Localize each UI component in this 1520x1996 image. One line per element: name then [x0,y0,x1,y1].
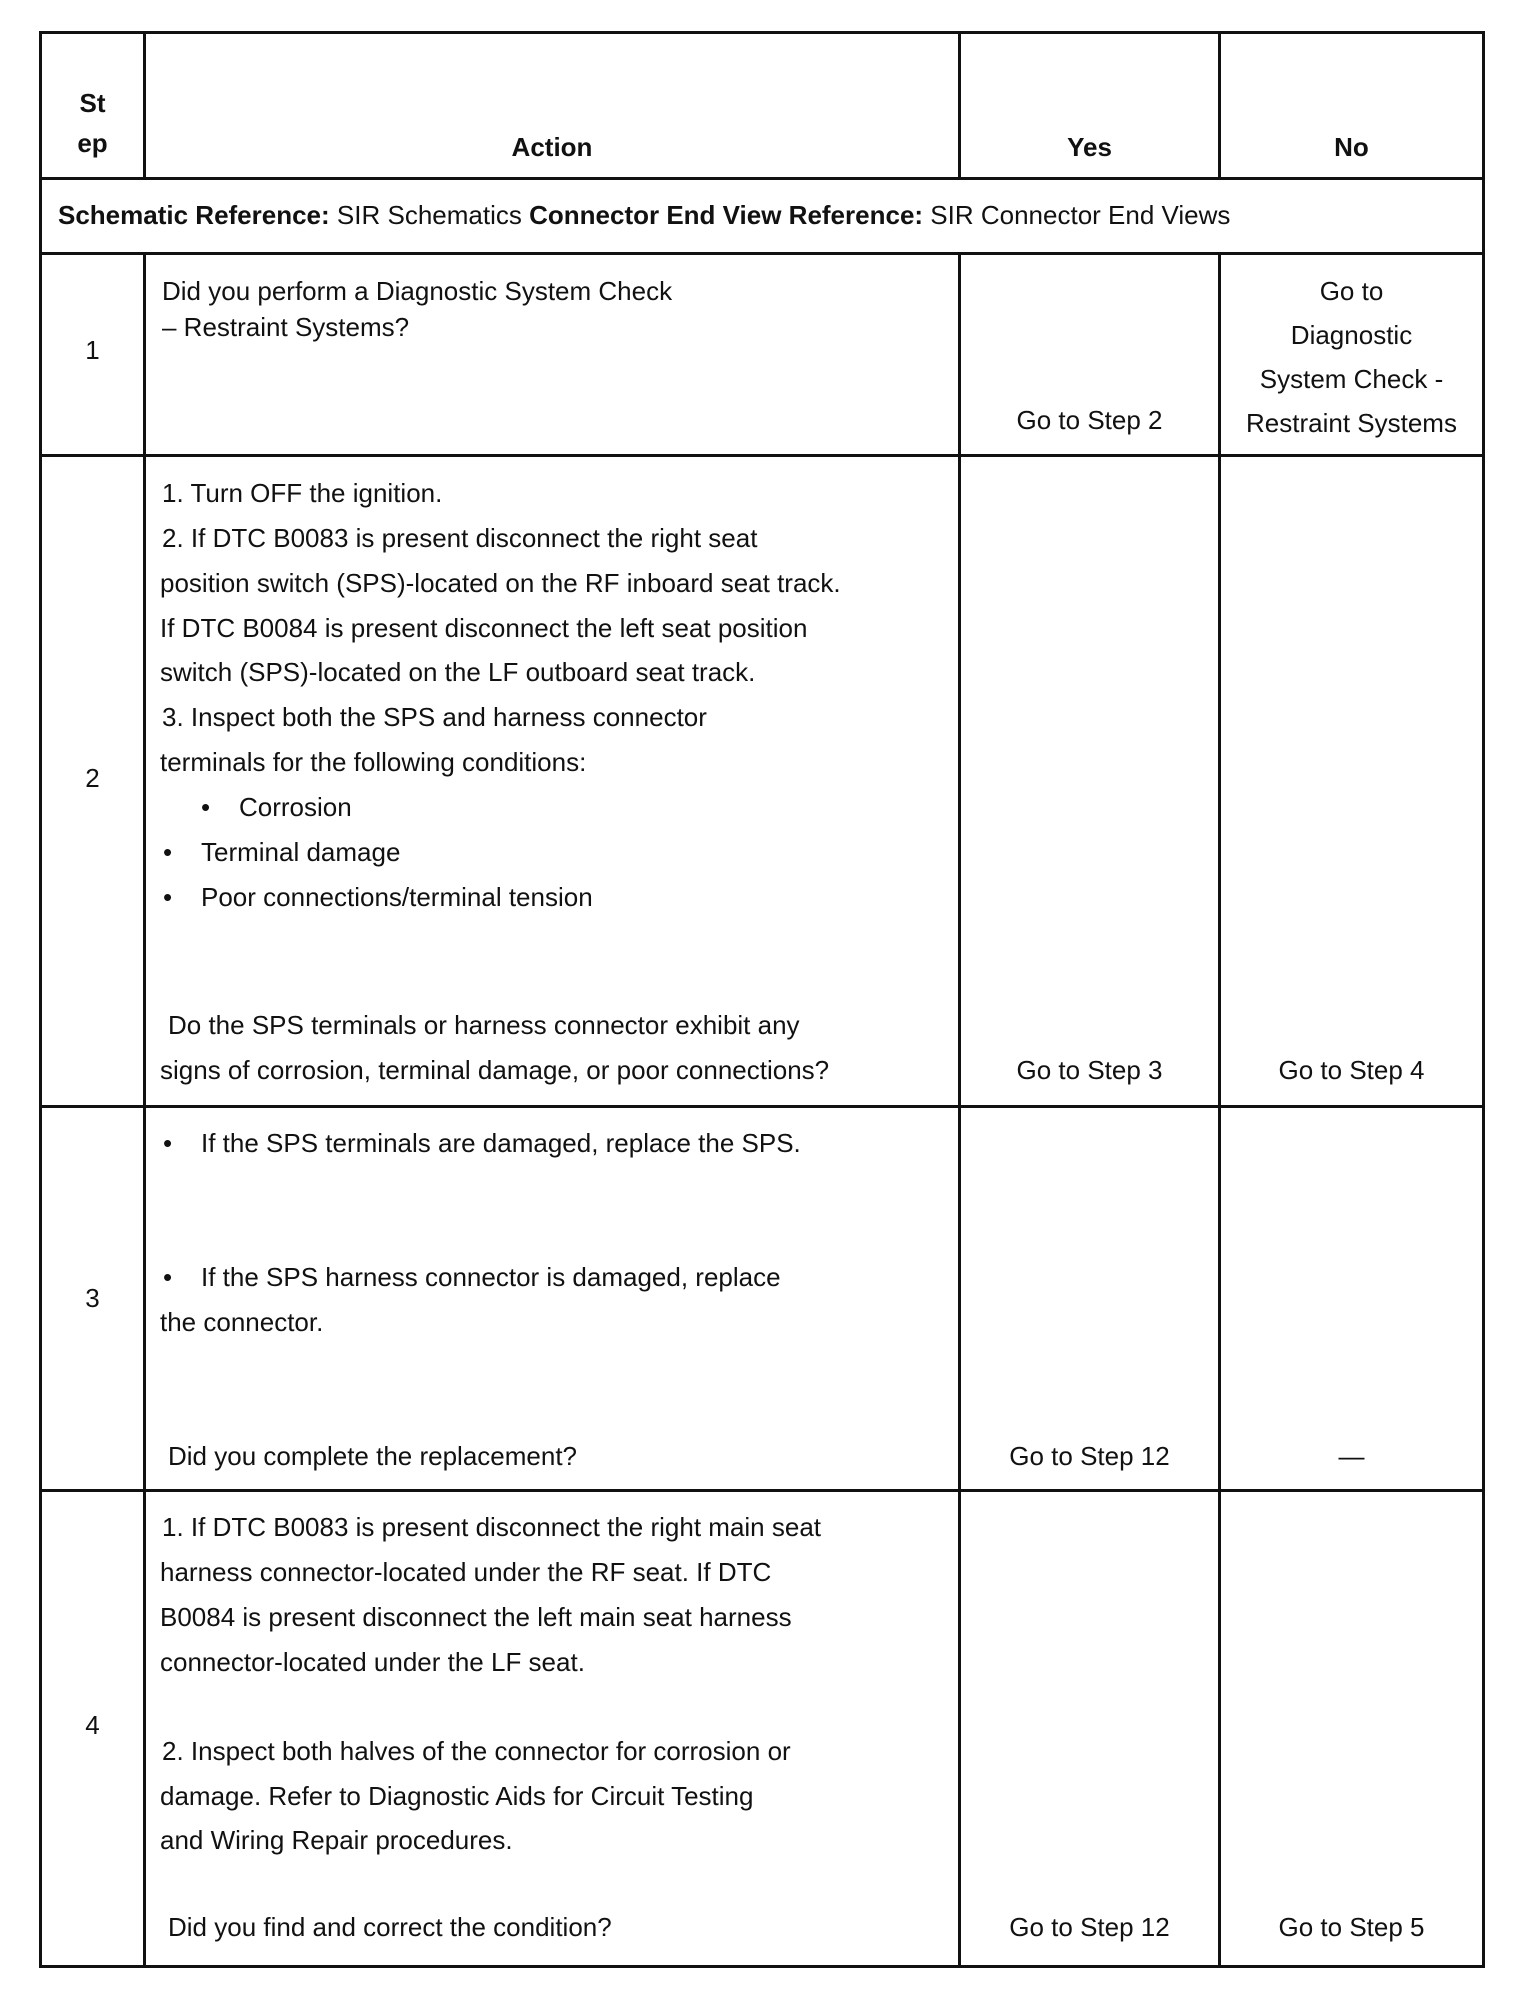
step-cell [41,456,145,1107]
no-result [1221,269,1482,445]
no-cell [1220,1107,1484,1491]
bullet-item [201,792,352,823]
action-line: and Wiring Repair procedures. [160,1825,513,1855]
bullet-item [163,1262,781,1293]
yes-result: Go to Step 12 [1009,1912,1170,1942]
action-line: harness connector-located under the RF seat. If DTC [160,1557,772,1587]
action-line: 2. If DTC B0083 is present disconnect the right seat [162,523,758,553]
header-yes: Yes [960,33,1220,179]
step-number: 2 [85,763,100,793]
schematic-reference-value: SIR Schematics [336,200,522,230]
bullet-item [163,837,400,868]
reference-row [41,179,1484,254]
yes-result: Go to Step 3 [1016,1055,1163,1085]
action-cell [145,456,960,1107]
no-cell [1220,254,1484,456]
header-step [41,33,145,179]
action-line: position switch (SPS)-located on the RF inboard seat track. [160,568,841,598]
action-line: – Restraint Systems? [162,312,410,342]
action-cell [145,1107,960,1491]
step-cell [41,254,145,456]
step-cell [41,1107,145,1491]
action-line: Did you perform a Diagnostic System Check [162,276,673,306]
diagnostic-table [39,31,1485,1968]
action-line: 1. If DTC B0083 is present disconnect the right main seat [162,1512,822,1542]
action-line: the connector. [160,1307,324,1337]
action-question: signs of corrosion, terminal damage, or poor connections? [160,1055,830,1085]
bullet-mark: • [163,882,173,912]
no-result-line: System Check - [1259,364,1444,394]
action-line: connector-located under the LF seat. [160,1647,585,1677]
yes-cell [960,254,1220,456]
no-cell [1220,456,1484,1107]
no-result: Go to Step 4 [1278,1055,1425,1085]
bullet-mark: • [163,1128,173,1158]
bullet-item [163,1128,801,1159]
action-line: 2. Inspect both halves of the connector for corrosion or [162,1736,791,1766]
action-line: damage. Refer to Diagnostic Aids for Circuit Testing [160,1781,754,1811]
table-row [41,1107,1484,1491]
bullet-mark: • [163,837,173,867]
yes-cell [960,456,1220,1107]
reference-cell [41,179,1484,254]
action-line: 1. Turn OFF the ignition. [162,478,443,508]
action-question: Do the SPS terminals or harness connector exhibit any [168,1010,800,1040]
no-result-line: Go to [1319,276,1384,306]
header-no: No [1220,33,1484,179]
action-line: B0084 is present disconnect the left main seat harness [160,1602,792,1632]
bullet-item [163,882,593,913]
yes-cell [960,1107,1220,1491]
bullet-mark: • [201,792,211,822]
step-number: 1 [85,335,100,365]
connector-reference-label: Connector End View Reference: [529,200,924,230]
no-cell [1220,1491,1484,1967]
header-row [41,33,1484,179]
no-result: Go to Step 5 [1278,1912,1425,1942]
bullet-text: If the SPS harness connector is damaged, replace [201,1262,781,1292]
table-row [41,254,1484,456]
action-question: Did you find and correct the condition? [168,1912,612,1942]
bullet-text: Terminal damage [201,837,401,867]
action-line: If DTC B0084 is present disconnect the left seat position [160,613,808,643]
action-question: Did you complete the replacement? [168,1441,578,1471]
action-line: switch (SPS)-located on the LF outboard seat track. [160,657,756,687]
table-row [41,456,1484,1107]
no-result-line: Restraint Systems [1246,408,1457,438]
step-cell [41,1491,145,1967]
bullet-text: If the SPS terminals are damaged, replace the SPS. [201,1128,801,1158]
header-step-line1: St [79,88,106,118]
yes-result: Go to Step 2 [1016,405,1163,435]
bullet-text: Poor connections/terminal tension [201,882,593,912]
no-result: — [1338,1441,1365,1471]
action-line: terminals for the following conditions: [160,747,587,777]
header-action: Action [145,33,960,179]
bullet-mark: • [163,1262,173,1292]
action-cell [145,254,960,456]
yes-cell [960,1491,1220,1967]
action-cell [145,1491,960,1967]
header-step-line2: ep [77,128,108,158]
bullet-text: Corrosion [239,792,352,822]
connector-reference-value: SIR Connector End Views [930,200,1231,230]
step-number: 4 [85,1710,100,1740]
table-row [41,1491,1484,1967]
yes-result: Go to Step 12 [1009,1441,1170,1471]
no-result-line: Diagnostic [1290,320,1413,350]
step-number: 3 [85,1283,100,1313]
action-line: 3. Inspect both the SPS and harness connector [162,702,707,732]
schematic-reference-label: Schematic Reference: [58,200,330,230]
